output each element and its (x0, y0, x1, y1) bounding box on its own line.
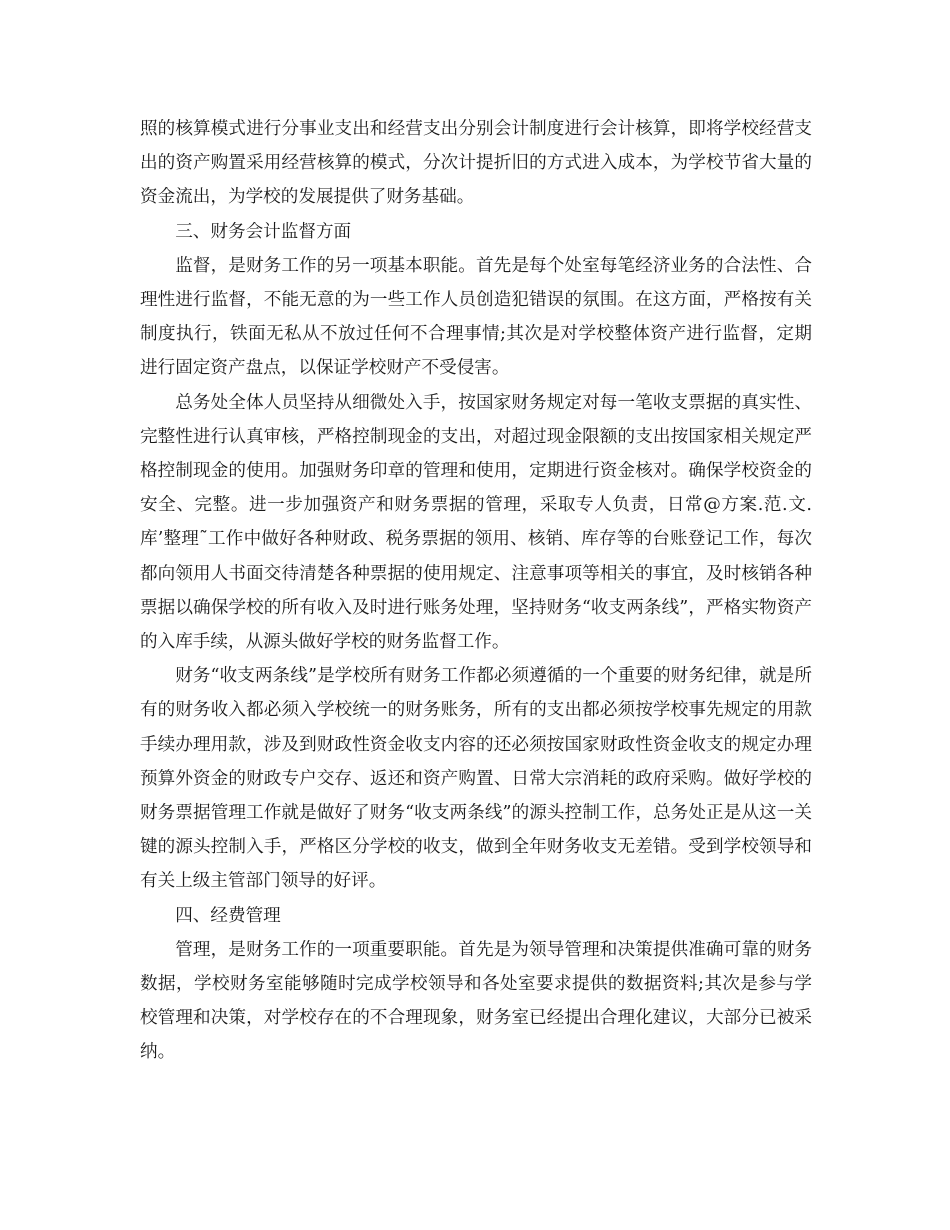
paragraph-management-duty: 管理，是财务工作的一项重要职能。首先是为领导管理和决策提供准确可靠的财务数据，学校财务室能够随时完成学校领导和各处室要求提供的数据资料;其次是参与学校管理和决策，对学校存在的不合理现象，财务室已经提出合理化建议，大部分已被采纳。 (140, 939, 812, 1063)
paragraph-continuation: 照的核算模式进行分事业支出和经营支出分别会计制度进行会计核算，即将学校经营支出的资产购置采用经营核算的模式，分次计提折旧的方式进入成本，为学校节省大量的资金流出，为学校的发展提供了财务基础。 (140, 119, 812, 208)
paragraph-two-lines: 财务“收支两条线”是学校所有财务工作都必须遵循的一个重要的财务纪律，就是所有的财务收入都必须入学校统一的财务账务，所有的支出都必须按学校事先规定的用款手续办理用款，涉及到财政性资金收支内容的还必须按国家财政性资金收支的规定办理预算外资金的财政专户交存、返还和资产购置、日常大宗消耗的政府采购。做好学校的财务票据管理工作就是做好了财务“收支两条线”的源头控制工作，总务处正是从这一关键的源头控制入手，严格区分学校的收支，做到全年财务收支无差错。受到学校领导和有关上级主管部门领导的好评。 (140, 666, 812, 892)
document-body (140, 112, 812, 1070)
paragraph-supervision-duty: 监督，是财务工作的另一项基本职能。首先是每个处室每笔经济业务的合法性、合理性进行监督，不能无意的为一些工作人员创造犯错误的氛围。在这方面，严格按有关制度执行，铁面无私从不放过任何不合理事情;其次是对学校整体资产进行监督，定期进行固定资产盘点，以保证学校财产不受侵害。 (140, 255, 812, 379)
section-heading-funds-management: 四、经费管理 (175, 905, 281, 926)
section-heading-supervision: 三、财务会计监督方面 (175, 221, 352, 242)
paragraph-general-affairs: 总务处全体人员坚持从细微处入手，按国家财务规定对每一笔收支票据的真实性、完整性进行认真审核，严格控制现金的支出，对超过现金限额的支出按国家相关规定严格控制现金的使用。加强财务印章的管理和使用，定期进行资金核对。确保学校资金的安全、完整。进一步加强资产和财务票据的管理，采取专人负责，日常@方案.范.文.库’整理˜工作中做好各种财政、税务票据的领用、核销、库存等的台账登记工作，每次都向领用人书面交待清楚各种票据的使用规定、注意事项等相关的事宜，及时核销各种票据以确保学校的所有收入及时进行账务处理，坚持财务“收支两条线”，严格实物资产的入库手续，从源头做好学校的财务监督工作。 (140, 392, 812, 653)
